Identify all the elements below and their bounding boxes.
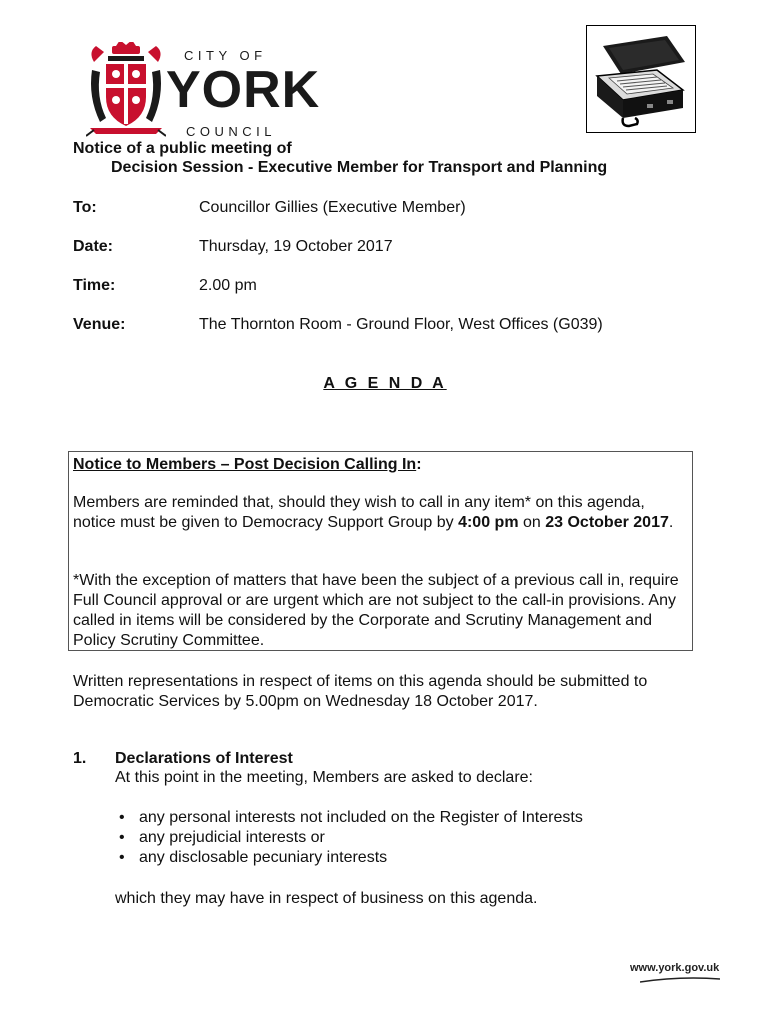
agenda-item-intro: At this point in the meeting, Members are asked to declare: <box>115 769 533 786</box>
declaration-bullet-list <box>115 808 583 868</box>
footer-website-url: www.york.gov.uk <box>630 962 720 974</box>
call-in-paragraph-1 <box>73 493 688 533</box>
time-value: 2.00 pm <box>199 277 257 294</box>
call-in-p1-on: on <box>518 514 546 531</box>
footer-swoosh-icon <box>640 976 720 984</box>
to-value: Councillor Gillies (Executive Member) <box>199 199 466 216</box>
logo-york: YORK <box>166 61 321 119</box>
logo-council: COUNCIL <box>186 124 277 139</box>
notice-heading-line1: Notice of a public meeting of <box>73 140 292 157</box>
call-in-p1-text: Members are reminded that, should they wish to call in any item* on this agenda, notice must be given to Democracy Support Group by <box>73 494 645 531</box>
list-item: • any disclosable pecuniary interests <box>115 848 583 868</box>
to-label: To: <box>73 199 97 216</box>
logo-city-of: CITY OF <box>184 48 267 63</box>
briefcase-image-frame <box>586 25 696 133</box>
notice-heading-line2: Decision Session - Executive Member for Transport and Planning <box>111 159 608 176</box>
call-in-paragraph-2: *With the exception of matters that have been the subject of a previous call in, require Full Council approval or are urgent which are not subject to the call-in provisions. Any called in items will be considered by the Corporate and Scrutiny Management and Policy Scrutiny Committee. <box>73 572 679 649</box>
written-representations-paragraph: Written representations in respect of items on this agenda should be submitted to Democratic Services by 5.00pm on Wednesday 18 October 2017. <box>73 673 648 710</box>
coat-of-arms-icon <box>86 42 166 142</box>
date-label: Date: <box>73 238 114 255</box>
agenda-title: A G E N D A <box>323 375 447 392</box>
venue-value: The Thornton Room - Ground Floor, West Offices (G039) <box>199 316 603 333</box>
briefcase-with-papers-icon <box>587 26 695 132</box>
call-in-notice-title-colon: : <box>416 456 422 473</box>
venue-label: Venue: <box>73 316 126 333</box>
agenda-item-closing: which they may have in respect of business on this agenda. <box>115 890 538 907</box>
call-in-deadline-date: 23 October 2017 <box>545 514 669 531</box>
call-in-p1-end: . <box>668 514 674 531</box>
call-in-notice-title-text: Notice to Members – Post Decision Calling In <box>73 456 417 473</box>
date-value: Thursday, 19 October 2017 <box>199 238 393 255</box>
call-in-deadline-time: 4:00 pm <box>458 514 519 531</box>
agenda-item-title: Declarations of Interest <box>115 750 293 767</box>
list-item: • any personal interests not included on the Register of Interests <box>115 808 583 828</box>
agenda-item-number: 1. <box>73 750 87 767</box>
call-in-notice-title <box>73 455 688 475</box>
list-item: • any prejudicial interests or <box>115 828 583 848</box>
time-label: Time: <box>73 277 116 294</box>
city-of-york-council-logo <box>86 42 321 142</box>
